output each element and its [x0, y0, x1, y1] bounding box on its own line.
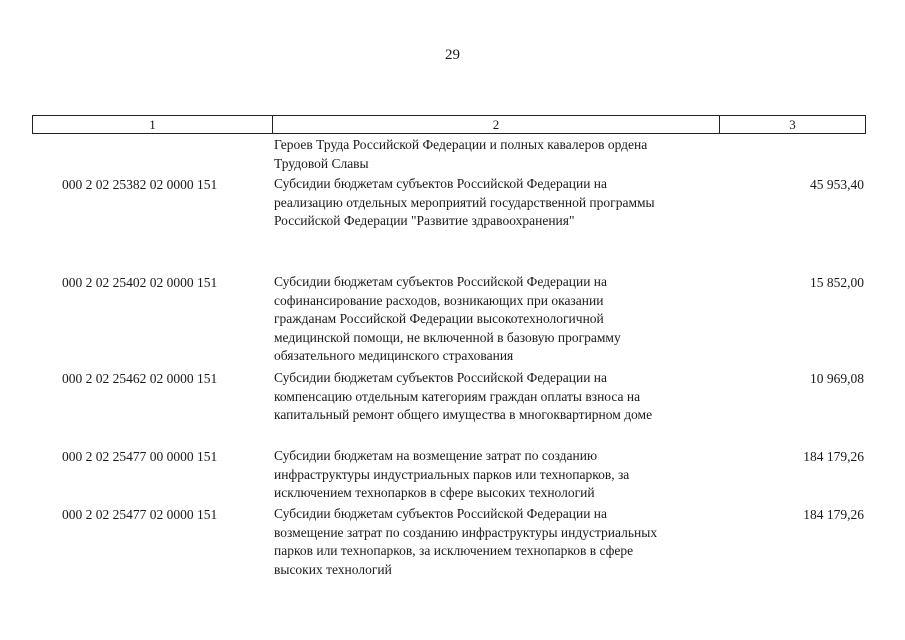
row-description [274, 273, 714, 366]
description-line: компенсацию отдельным категориям граждан оплаты взноса на [274, 388, 641, 404]
description-line: инфраструктуры индустриальных парков или технопарков, за [274, 466, 630, 482]
description-line: капитальный ремонт общего имущества в многоквартирном доме [274, 407, 653, 423]
row-amount: 184 179,26 [803, 507, 864, 522]
description-line: Субсидии бюджетам на возмещение затрат по созданию [274, 448, 598, 463]
description-line: обязательного медицинского страхования [274, 348, 514, 364]
description-line: Субсидии бюджетам субъектов Российской Федерации на [274, 176, 608, 191]
row-description [274, 505, 714, 579]
description-line: парков или технопарков, за исключением технопарков в сфере [274, 543, 634, 559]
description-line: Российской Федерации "Развитие здравоохранения" [274, 213, 575, 229]
row-description [274, 369, 714, 425]
table-header [32, 115, 866, 134]
description-line: реализацию отдельных мероприятий государственной программы [274, 194, 655, 210]
header-col-2: 2 [273, 116, 720, 133]
continuation-description [274, 136, 714, 173]
description-line: Субсидии бюджетам субъектов Российской Федерации на [274, 506, 608, 521]
row-amount: 184 179,26 [803, 449, 864, 464]
description-line: медицинской помощи, не включенной в базовую программу [274, 329, 621, 345]
description-line: софинансирование расходов, возникающих при оказании [274, 292, 604, 308]
row-description [274, 175, 714, 231]
budget-code: 000 2 02 25382 02 0000 151 [62, 177, 218, 192]
header-col-1: 1 [33, 116, 273, 133]
page-number: 29 [445, 47, 460, 63]
budget-code: 000 2 02 25462 02 0000 151 [62, 371, 218, 386]
description-line: Субсидии бюджетам субъектов Российской Федерации на [274, 274, 608, 289]
row-amount: 15 852,00 [810, 275, 864, 290]
description-line: гражданам Российской Федерации высокотехнологичной [274, 311, 604, 327]
budget-code: 000 2 02 25477 00 0000 151 [62, 449, 218, 464]
row-amount: 10 969,08 [810, 371, 864, 386]
description-line: Субсидии бюджетам субъектов Российской Федерации на [274, 370, 608, 385]
row-description [274, 447, 714, 503]
description-line: Героев Труда Российской Федерации и полных кавалеров ордена [274, 137, 648, 152]
budget-code: 000 2 02 25402 02 0000 151 [62, 275, 218, 290]
description-line: исключением технопарков в сфере высоких технологий [274, 485, 595, 501]
budget-code: 000 2 02 25477 02 0000 151 [62, 507, 218, 522]
row-amount: 45 953,40 [810, 177, 864, 192]
description-line: возмещение затрат по созданию инфраструктуры индустриальных [274, 524, 658, 540]
header-col-3: 3 [789, 117, 796, 132]
description-line: Трудовой Славы [274, 155, 369, 171]
description-line: высоких технологий [274, 561, 392, 577]
